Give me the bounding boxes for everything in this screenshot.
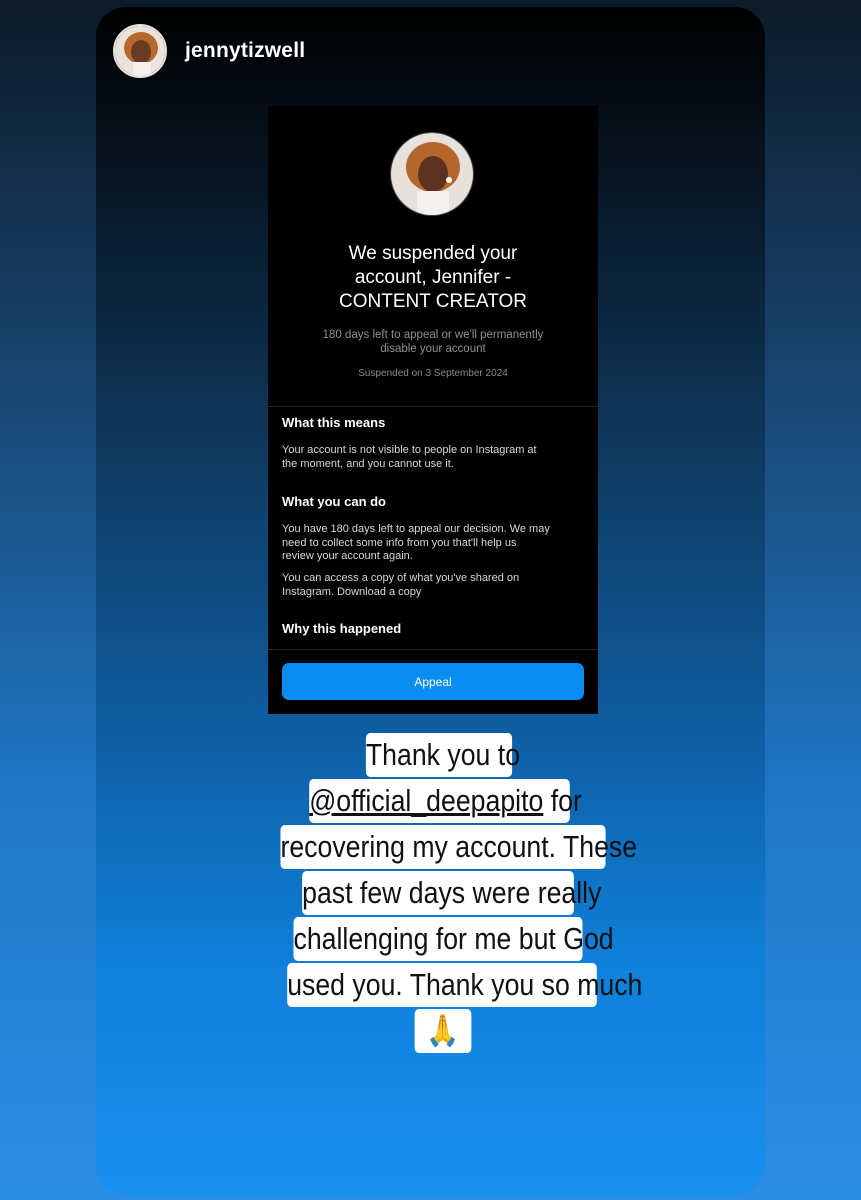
title-line: account, Jennifer - <box>354 267 512 288</box>
section-body-what-this-means <box>282 444 582 471</box>
suspension-screenshot <box>268 106 598 714</box>
appeal-deadline-text <box>298 328 568 356</box>
story-frame[interactable] <box>96 7 765 1195</box>
divider <box>268 406 598 407</box>
body-line: You have 180 days left to appeal our decision. We may <box>282 523 550 535</box>
caption-text: for <box>543 783 582 818</box>
body-line: the moment, and you cannot use it. <box>282 457 454 470</box>
prayer-emoji: 🙏 <box>415 1009 472 1053</box>
appeal-button[interactable]: Appeal <box>282 663 584 700</box>
caption-line-6: used you. Thank you so much <box>287 963 597 1007</box>
caption-line-3: recovering my account. These <box>280 825 605 869</box>
caption-line-2 <box>309 779 582 823</box>
story-username[interactable]: jennytizwell <box>185 39 306 62</box>
section-body-appeal-info <box>282 523 582 564</box>
download-copy-link[interactable]: Instagram. Download a copy <box>282 585 422 598</box>
body-line: Your account is not visible to people on Instagram at <box>282 444 537 456</box>
title-line: We suspended your <box>348 243 518 264</box>
suspended-date: Suspended on 3 September 2024 <box>358 368 508 379</box>
body-line: You can access a copy of what you've shared on <box>282 572 520 584</box>
section-heading-what-you-can-do: What you can do <box>282 494 386 509</box>
caption-line-4: past few days were really <box>302 871 574 915</box>
section-heading-why-this-happened[interactable]: Why this happened <box>282 621 402 636</box>
title-line: CONTENT CREATOR <box>339 291 527 312</box>
body-line: need to collect some info from you that'll help us <box>282 536 517 549</box>
subtitle-line: disable your account <box>380 343 486 355</box>
suspension-title <box>268 242 598 314</box>
story-header <box>113 24 305 78</box>
divider <box>268 649 598 650</box>
caption-line-5: challenging for me but God <box>294 917 583 961</box>
section-heading-what-this-means: What this means <box>282 415 386 430</box>
section-body-download-info <box>282 572 582 599</box>
profile-photo <box>390 132 474 216</box>
subtitle-line: 180 days left to appeal or we'll permanently <box>322 329 544 341</box>
caption-line-1: Thank you to <box>366 733 512 777</box>
body-line: review your account again. <box>282 550 413 562</box>
mention-link[interactable]: @official_deepapito <box>309 783 544 818</box>
avatar[interactable] <box>113 24 167 78</box>
